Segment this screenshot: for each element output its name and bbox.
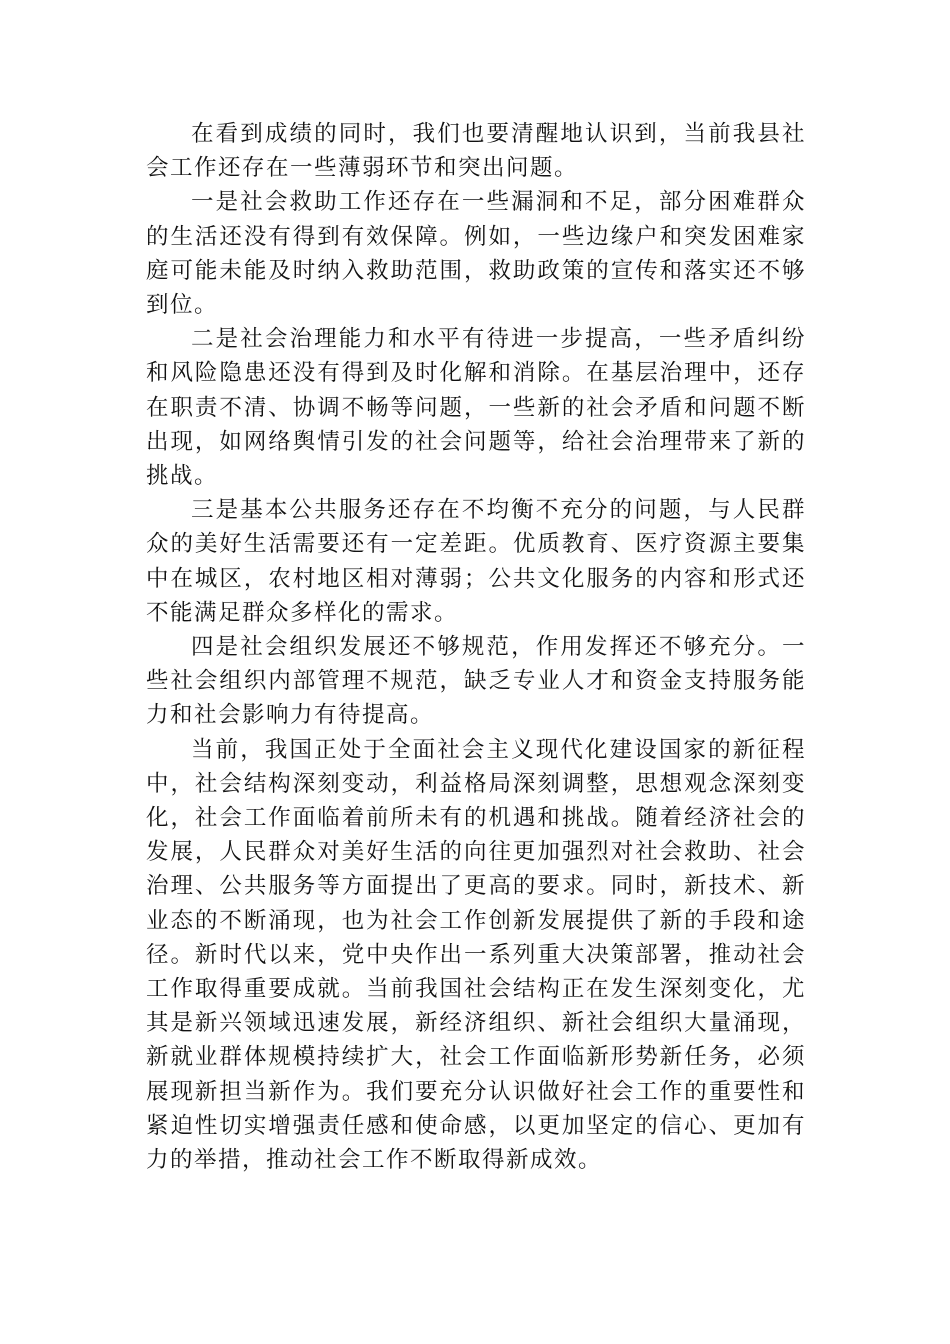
paragraph-social-organizations: 四是社会组织发展还不够规范，作用发挥还不够充分。一些社会组织内部管理不规范，缺乏专业人才和资金支持服务能力和社会影响力有待提高。 (146, 634, 806, 729)
paragraph-current-situation: 当前，我国正处于全面社会主义现代化建设国家的新征程中，社会结构深刻变动，利益格局深刻调整，思想观念深刻变化，社会工作面临着前所未有的机遇和挑战。随着经济社会的发展，人民群众对美好生活的向往更加强烈对社会救助、社会治理、公共服务等方面提出了更高的要求。同时，新技术、新业态的不断涌现，也为社会工作创新发展提供了新的手段和途径。新时代以来，党中央作出一系列重大决策部署，推动社会工作取得重要成就。当前我国社会结构正在发生深刻变化，尤其是新兴领域迅速发展，新经济组织、新社会组织大量涌现，新就业群体规模持续扩大，社会工作面临新形势新任务，必须展现新担当新作为。我们要充分认识做好社会工作的重要性和紧迫性切实增强责任感和使命感，以更加坚定的信心、更加有力的举措，推动社会工作不断取得新成效。 (146, 736, 806, 1174)
paragraph-social-assistance: 一是社会救助工作还存在一些漏洞和不足，部分困难群众的生活还没有得到有效保障。例如，一些边缘户和突发困难家庭可能未能及时纳入救助范围，救助政策的宣传和落实还不够到位。 (146, 189, 806, 319)
document-page (146, 117, 806, 1177)
paragraph-shortcomings-intro: 在看到成绩的同时，我们也要清醒地认识到，当前我县社会工作还存在一些薄弱环节和突出问题。 (146, 121, 806, 182)
paragraph-social-governance: 二是社会治理能力和水平有待进一步提高，一些矛盾纠纷和风险隐患还没有得到及时化解和消除。在基层治理中，还存在职责不清、协调不畅等问题，一些新的社会矛盾和问题不断出现，如网络舆情引发的社会问题等，给社会治理带来了新的挑战。 (146, 326, 806, 490)
paragraph-public-services: 三是基本公共服务还存在不均衡不充分的问题，与人民群众的美好生活需要还有一定差距。优质教育、医疗资源主要集中在城区，农村地区相对薄弱；公共文化服务的内容和形式还不能满足群众多样化的需求。 (146, 497, 806, 626)
